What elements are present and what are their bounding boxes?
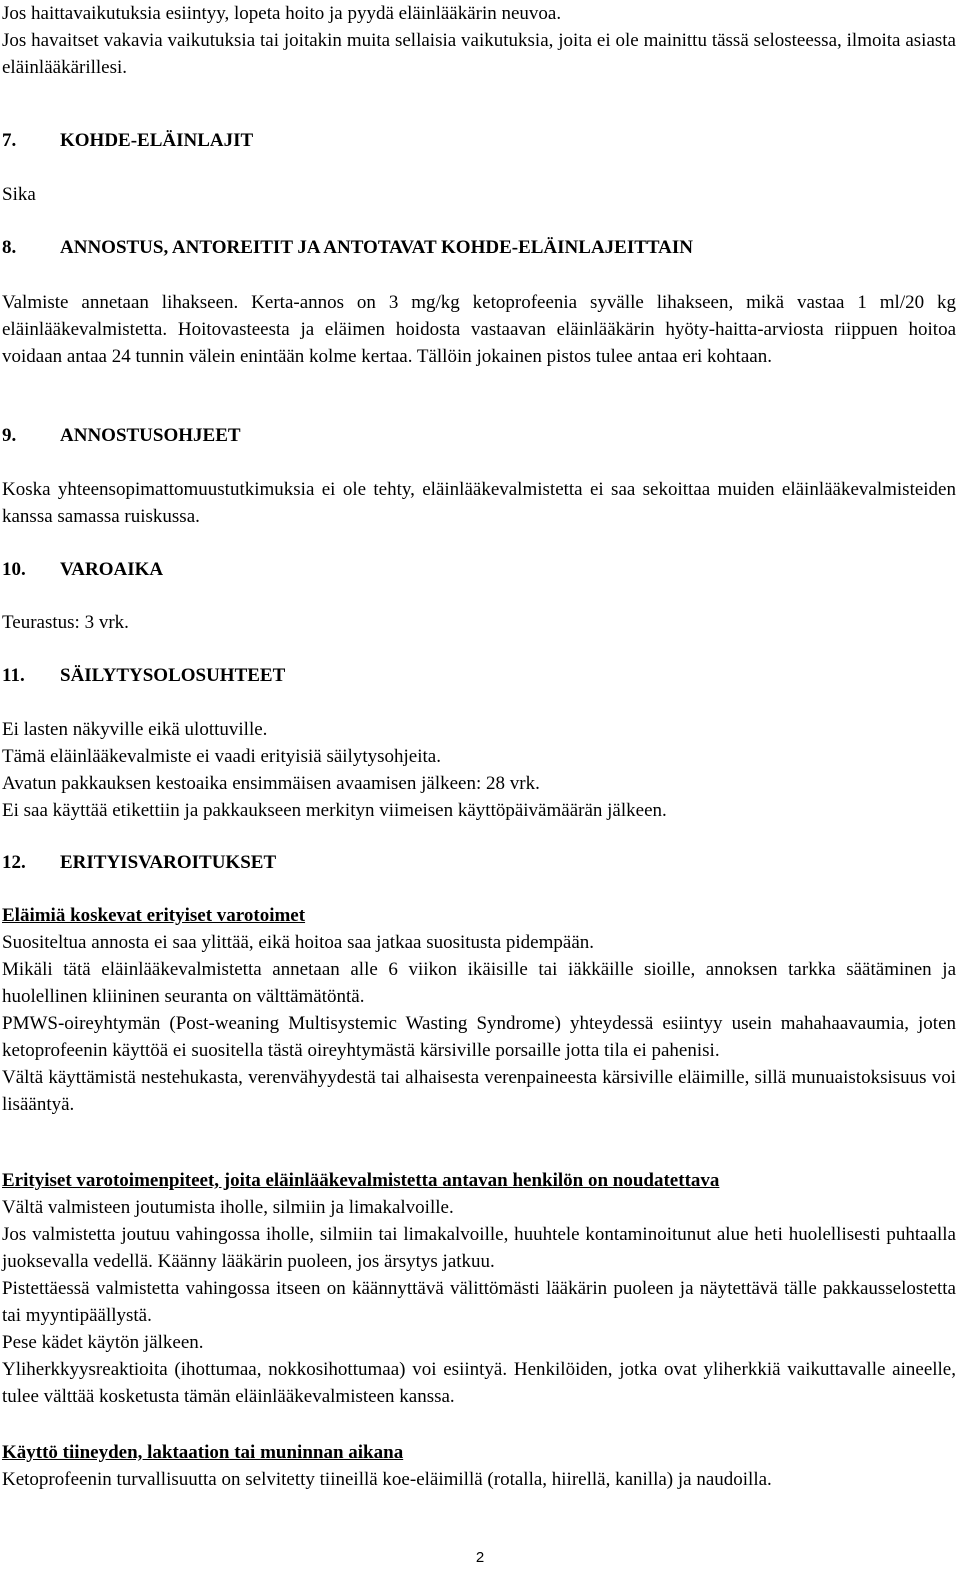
section-9-text: Koska yhteensopimattomuustutkimuksia ei ole tehty, eläinlääkevalmistetta ei saa sekoittaa muiden eläinlääkevalmisteiden kanssa samassa ruiskussa. <box>2 479 956 527</box>
section-title: KOHDE-ELÄINLAJIT <box>60 130 254 151</box>
section-title: VAROAIKA <box>60 559 164 580</box>
section-11-body <box>2 716 956 824</box>
section-title: ANNOSTUSOHJEET <box>60 425 241 446</box>
user-precaution-paragraph: Pistettäessä valmistetta vahingossa itseen on käännyttävä välittömästi lääkärin puoleen ja näytettävä tälle pakkausselostetta tai myyntipäällystä. <box>2 1278 956 1326</box>
animal-precautions-title: Eläimiä koskevat erityiset varotoimet <box>2 905 306 926</box>
section-number: 10. <box>2 559 26 580</box>
section-10-text: Teurastus: 3 vrk. <box>2 612 129 633</box>
section-10-body <box>2 609 956 636</box>
section-7-text: Sika <box>2 184 36 205</box>
section-number: 9. <box>2 425 17 446</box>
pregnancy-use-text: Ketoprofeenin turvallisuutta on selvitetty tiineillä koe-eläimillä (rotalla, hiirellä, kanilla) ja naudoilla. <box>2 1469 772 1490</box>
section-9-body <box>2 476 956 530</box>
pregnancy-use <box>2 1439 956 1493</box>
section-11 <box>2 662 956 689</box>
user-precaution-paragraph: Vältä valmisteen joutumista iholle, silmiin ja limakalvoille. <box>2 1197 454 1218</box>
animal-precaution-paragraph: Mikäli tätä eläinlääkevalmistetta annetaan alle 6 viikon ikäisille tai iäkkäille sioille, annoksen tarkka säätäminen ja huolellinen kliininen seuranta on välttämätöntä. <box>2 959 956 1007</box>
section-12 <box>2 849 956 876</box>
section-10 <box>2 556 956 583</box>
section-8-body <box>2 289 956 370</box>
section-9 <box>2 422 956 449</box>
section-number: 12. <box>2 852 26 873</box>
section-11-heading <box>2 662 956 689</box>
section-8-heading <box>2 234 956 261</box>
user-precaution-paragraph: Jos valmistetta joutuu vahingossa iholle, silmiin tai limakalvoille, huuhtele kontaminoitunut alue heti huolellisesti puhtaalla juoksevalla vedellä. Käänny lääkärin puoleen, jos ärsytys jatkuu. <box>2 1224 956 1272</box>
storage-line: Avatun pakkauksen kestoaika ensimmäisen avaamisen jälkeen: 28 vrk. <box>2 773 540 794</box>
section-12-heading <box>2 849 956 876</box>
section-title: SÄILYTYSOLOSUHTEET <box>60 665 286 686</box>
animal-precaution-paragraph: PMWS-oireyhtymän (Post-weaning Multisystemic Wasting Syndrome) yhteydessä esiintyy usein mahahaavaumia, joten ketoprofeenin käyttöä ei suositella tästä oireyhtymästä kärsiville porsaille jotta tila ei pahenisi. <box>2 1013 956 1061</box>
user-precautions-title: Erityiset varotoimenpiteet, joita eläinlääkevalmistetta antavan henkilön on noudatettava <box>2 1170 720 1191</box>
intro-line-2: Jos havaitset vakavia vaikutuksia tai joitakin muita sellaisia vaikutuksia, joita ei ole mainittu tässä selosteessa, ilmoita asiasta eläinlääkärillesi. <box>2 30 956 78</box>
storage-line: Ei lasten näkyville eikä ulottuville. <box>2 719 268 740</box>
section-number: 7. <box>2 130 17 151</box>
section-title: ANNOSTUS, ANTOREITIT JA ANTOTAVAT KOHDE-ELÄINLAJEITTAIN <box>60 237 694 258</box>
section-7-heading <box>2 127 956 154</box>
section-9-heading <box>2 422 956 449</box>
page-number: 2 <box>475 1549 485 1566</box>
section-7 <box>2 127 956 154</box>
section-number: 8. <box>2 237 17 258</box>
animal-precaution-paragraph: Vältä käyttämistä nestehukasta, verenvähyydestä tai alhaisesta verenpaineesta kärsiville eläimille, sillä munuaistoksisuus voi lisääntyä. <box>2 1067 956 1115</box>
pregnancy-use-title: Käyttö tiineyden, laktaation tai muninnan aikana <box>2 1442 404 1463</box>
storage-line: Tämä eläinlääkevalmiste ei vaadi erityisiä säilytysohjeita. <box>2 746 441 767</box>
section-10-heading <box>2 556 956 583</box>
section-7-body <box>2 181 956 208</box>
section-title: ERITYISVAROITUKSET <box>60 852 277 873</box>
user-precaution-paragraph: Pese kädet käytön jälkeen. <box>2 1332 204 1353</box>
user-precaution-paragraph: Yliherkkyysreaktioita (ihottumaa, nokkosihottumaa) voi esiintyä. Henkilöiden, jotka ovat yliherkkiä vaikuttavalle aineelle, tulee välttää kosketusta tämän eläinlääkevalmisteen kanssa. <box>2 1359 956 1407</box>
user-precautions <box>2 1167 956 1410</box>
intro-block <box>2 0 956 81</box>
section-8 <box>2 234 956 261</box>
storage-line: Ei saa käyttää etikettiin ja pakkaukseen merkityn viimeisen käyttöpäivämäärän jälkeen. <box>2 800 667 821</box>
section-number: 11. <box>2 665 25 686</box>
animal-precaution-paragraph: Suositeltua annosta ei saa ylittää, eikä hoitoa saa jatkaa suositusta pidempään. <box>2 932 594 953</box>
intro-line-1: Jos haittavaikutuksia esiintyy, lopeta hoito ja pyydä eläinlääkärin neuvoa. <box>2 3 562 24</box>
animal-precautions <box>2 902 956 1118</box>
section-8-text: Valmiste annetaan lihakseen. Kerta-annos on 3 mg/kg ketoprofeenia syvälle lihakseen, mikä vastaa 1 ml/20 kg eläinlääkevalmistetta. Hoitovasteesta ja eläimen hoidosta vastaavan eläinlääkärin hyöty-haitta-arviosta riippuen hoitoa voidaan antaa 24 tunnin välein enintään kolme kertaa. Tällöin jokainen pistos tulee antaa eri kohtaan. <box>2 292 956 367</box>
